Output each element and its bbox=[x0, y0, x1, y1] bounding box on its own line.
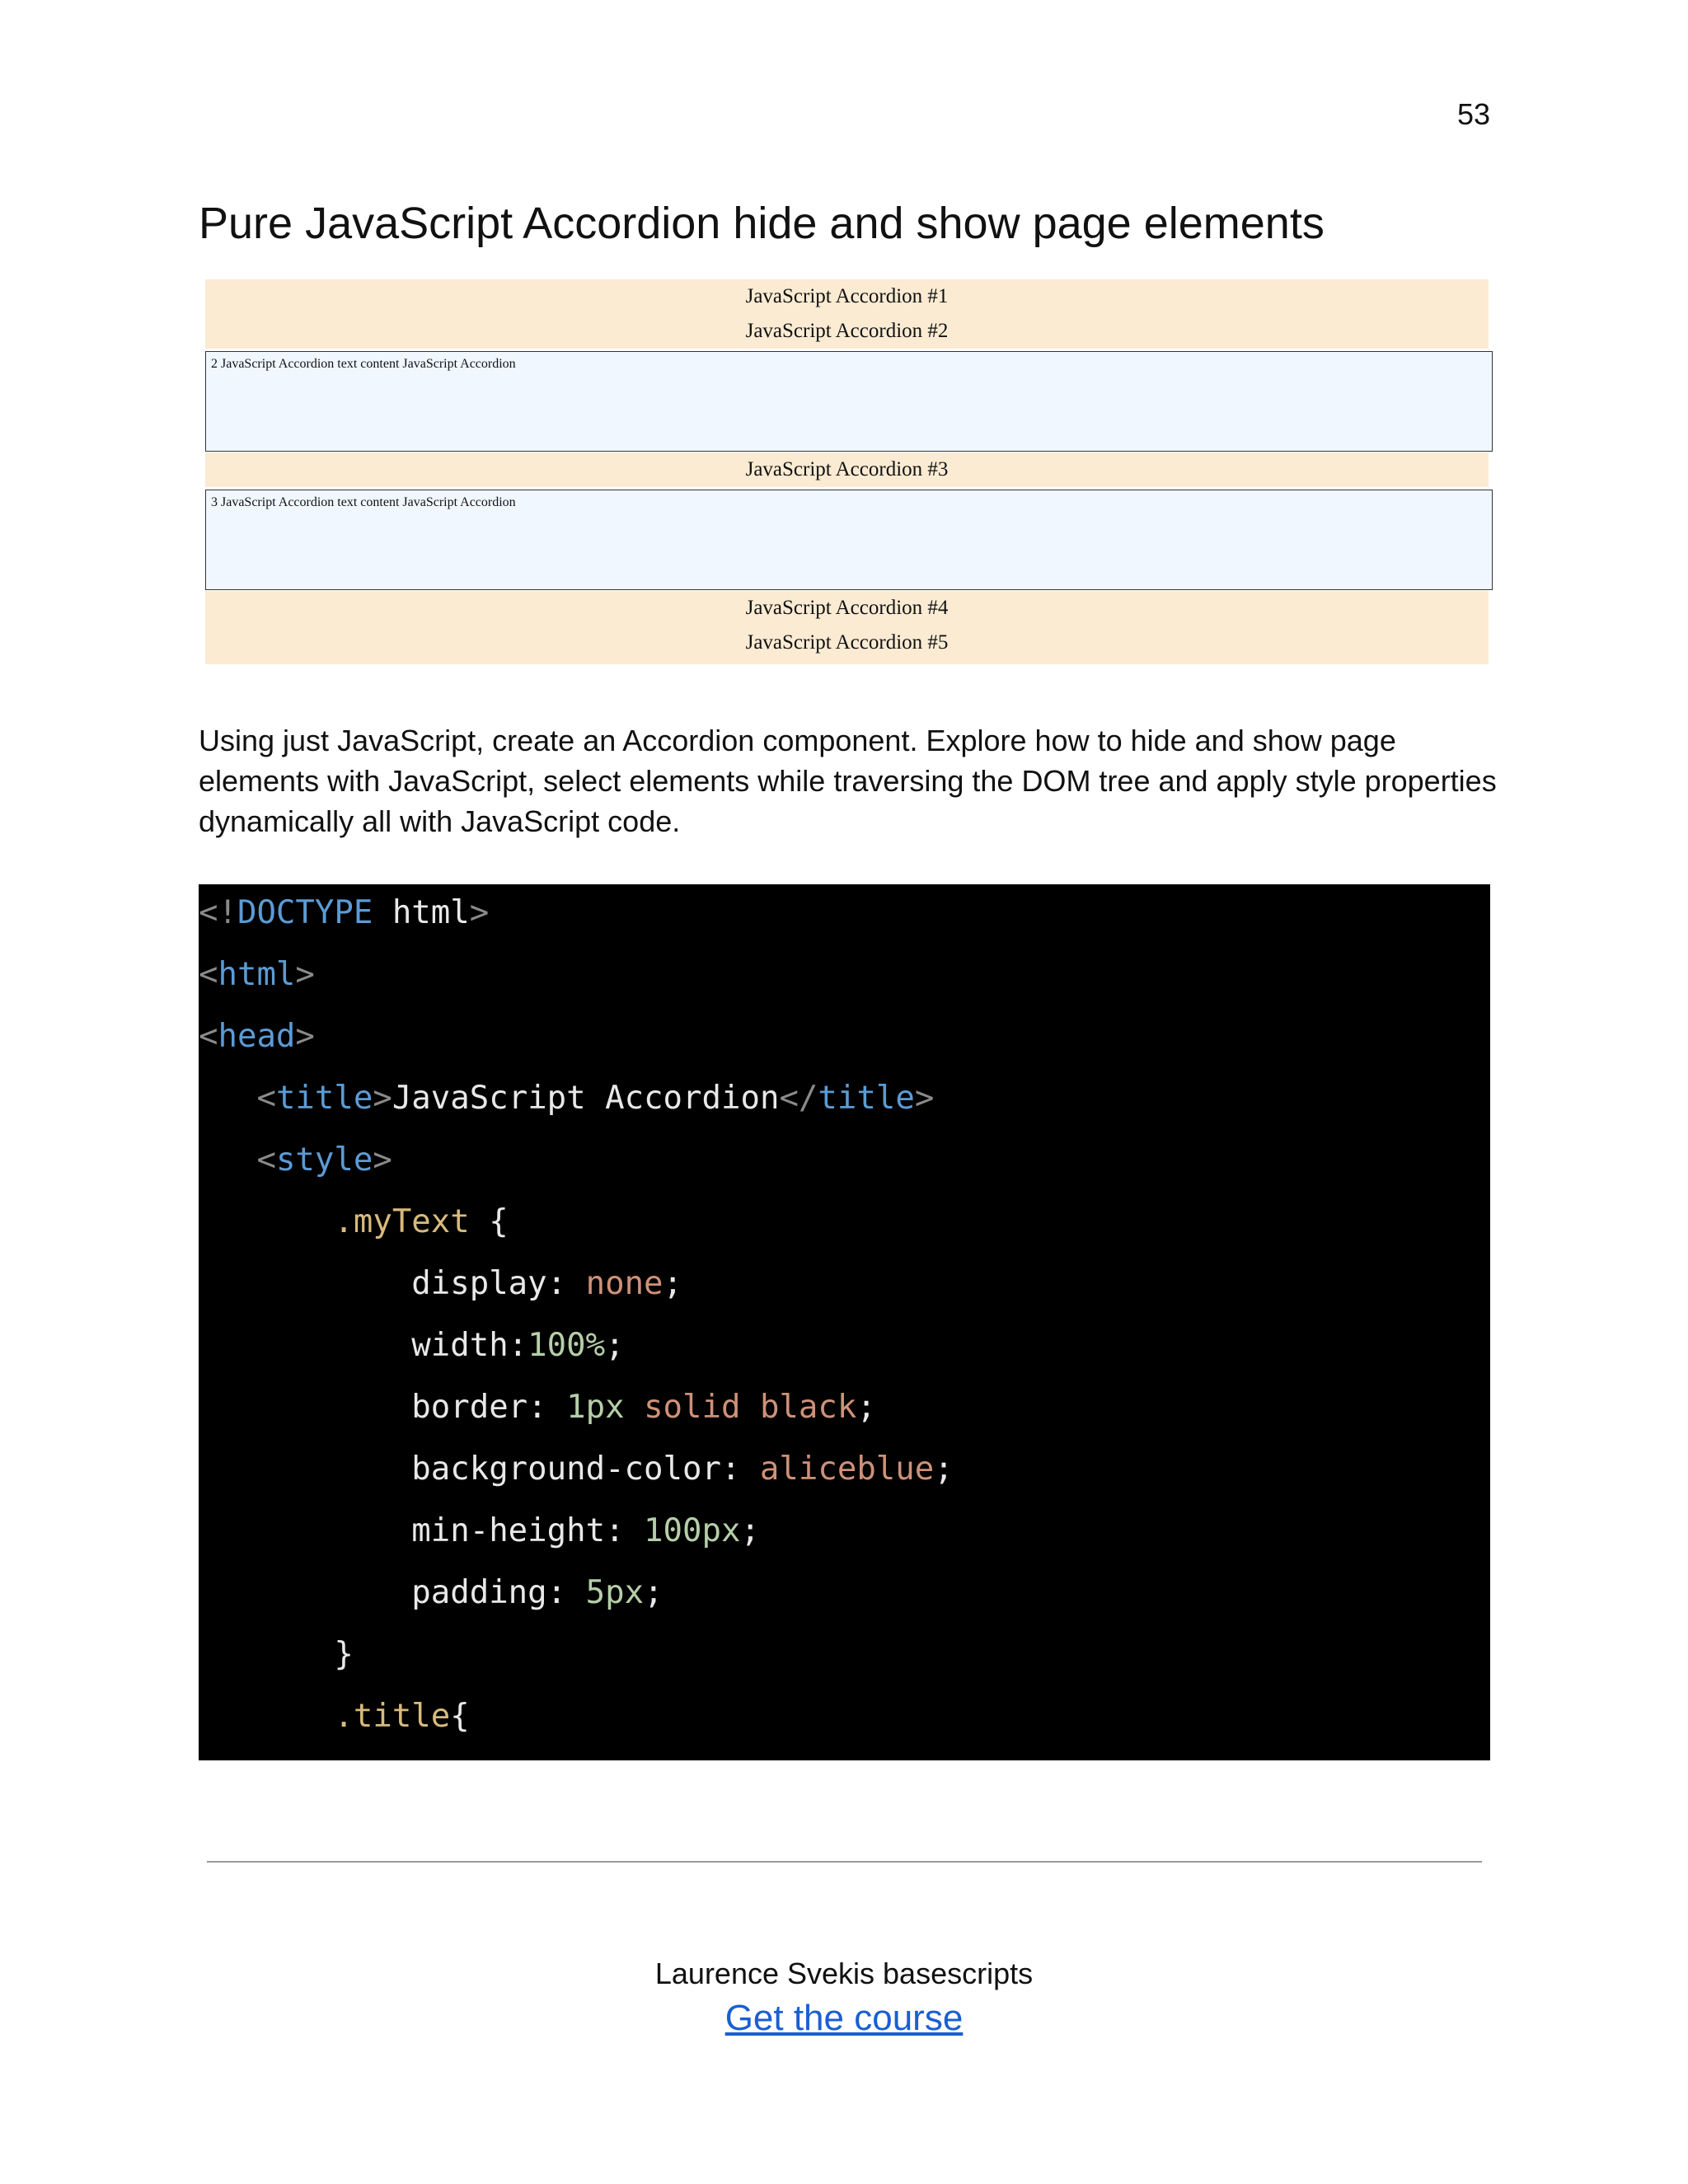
code-token: width: bbox=[199, 1327, 528, 1364]
code-token: 100% bbox=[528, 1327, 606, 1364]
code-line bbox=[199, 1012, 315, 1062]
code-line bbox=[199, 950, 315, 1000]
code-line bbox=[199, 888, 489, 938]
accordion-title-4: JavaScript Accordion #4 bbox=[205, 591, 1489, 626]
code-token: { bbox=[469, 1203, 509, 1240]
code-token: background-color: bbox=[199, 1451, 760, 1488]
code-token bbox=[199, 1203, 334, 1240]
code-token: </ bbox=[779, 1080, 818, 1117]
code-token: html bbox=[218, 956, 296, 993]
code-token: html bbox=[373, 894, 470, 931]
code-token: ; bbox=[856, 1389, 876, 1426]
code-line bbox=[199, 1321, 625, 1371]
accordion-title-1: JavaScript Accordion #1 bbox=[205, 279, 1489, 314]
code-token bbox=[199, 1141, 256, 1179]
code-token: head bbox=[218, 1018, 296, 1055]
accordion-title-3: JavaScript Accordion #3 bbox=[205, 452, 1489, 487]
page-number: 53 bbox=[1456, 97, 1490, 131]
accordion-title-2: JavaScript Accordion #2 bbox=[205, 314, 1489, 349]
code-token: style bbox=[275, 1141, 373, 1179]
code-token: <! bbox=[199, 894, 237, 931]
footer-author: Laurence Svekis basescripts bbox=[654, 1957, 1034, 1990]
code-token: > bbox=[469, 894, 490, 931]
code-token: .title bbox=[334, 1698, 451, 1735]
code-token: > bbox=[295, 1018, 315, 1055]
code-token: ; bbox=[644, 1574, 663, 1611]
code-token: < bbox=[199, 1018, 218, 1055]
code-line bbox=[199, 1630, 354, 1680]
accordion-content-2: 2 JavaScript Accordion text content JavaScript Accordion bbox=[205, 351, 1493, 452]
code-line bbox=[199, 1507, 760, 1556]
page-heading: Pure JavaScript Accordion hide and show page elements bbox=[199, 199, 1325, 248]
code-token: ; bbox=[663, 1265, 683, 1302]
code-token: padding: bbox=[199, 1574, 586, 1611]
code-token: ; bbox=[740, 1512, 760, 1549]
code-token: DOCTYPE bbox=[237, 894, 373, 931]
code-token: < bbox=[256, 1080, 276, 1117]
accordion-screenshot bbox=[205, 279, 1494, 664]
code-token: > bbox=[914, 1080, 935, 1117]
code-token: { bbox=[450, 1698, 470, 1735]
code-token: > bbox=[373, 1080, 392, 1117]
code-token bbox=[199, 1698, 334, 1735]
code-token: border: bbox=[199, 1389, 567, 1426]
footer-divider bbox=[207, 1861, 1482, 1863]
code-line bbox=[199, 1259, 682, 1309]
code-token: title bbox=[818, 1080, 915, 1117]
code-token: JavaScript Accordion bbox=[392, 1080, 780, 1117]
code-token: solid black bbox=[644, 1389, 857, 1426]
code-token: display: bbox=[199, 1265, 586, 1302]
code-token: aliceblue bbox=[759, 1451, 935, 1488]
code-token bbox=[625, 1389, 644, 1426]
accordion-content-3: 3 JavaScript Accordion text content JavaScript Accordion bbox=[205, 490, 1493, 590]
code-token: < bbox=[256, 1141, 276, 1179]
get-the-course-link[interactable]: Get the course bbox=[724, 1998, 964, 2038]
code-token: ; bbox=[934, 1451, 954, 1488]
code-token: min-height: bbox=[199, 1512, 645, 1549]
code-line bbox=[199, 1197, 509, 1247]
code-token: .myText bbox=[334, 1203, 470, 1240]
accordion-title-5: JavaScript Accordion #5 bbox=[205, 626, 1489, 664]
intro-paragraph: Using just JavaScript, create an Accordion component. Explore how to hide and show page elements with JavaScript, select elements while traversing the DOM tree and apply style properties dynamically all with JavaScript code. bbox=[199, 724, 1497, 838]
code-token: title bbox=[275, 1080, 373, 1117]
code-line bbox=[199, 1136, 392, 1185]
code-token: < bbox=[199, 956, 218, 993]
code-token: 100px bbox=[644, 1512, 741, 1549]
code-line bbox=[199, 1074, 934, 1123]
code-line bbox=[199, 1568, 663, 1618]
code-line bbox=[199, 1445, 954, 1494]
code-line bbox=[199, 1692, 470, 1741]
code-token: 1px bbox=[566, 1389, 625, 1426]
code-token: > bbox=[295, 956, 315, 993]
footer-link-container bbox=[0, 1998, 1688, 2039]
code-token bbox=[199, 1080, 256, 1117]
code-token: none bbox=[585, 1265, 663, 1302]
code-token: > bbox=[373, 1141, 392, 1179]
code-token: ; bbox=[605, 1327, 625, 1364]
code-line bbox=[199, 1383, 876, 1432]
code-token: } bbox=[199, 1636, 354, 1673]
code-token: 5px bbox=[585, 1574, 645, 1611]
code-block bbox=[199, 884, 1490, 1760]
